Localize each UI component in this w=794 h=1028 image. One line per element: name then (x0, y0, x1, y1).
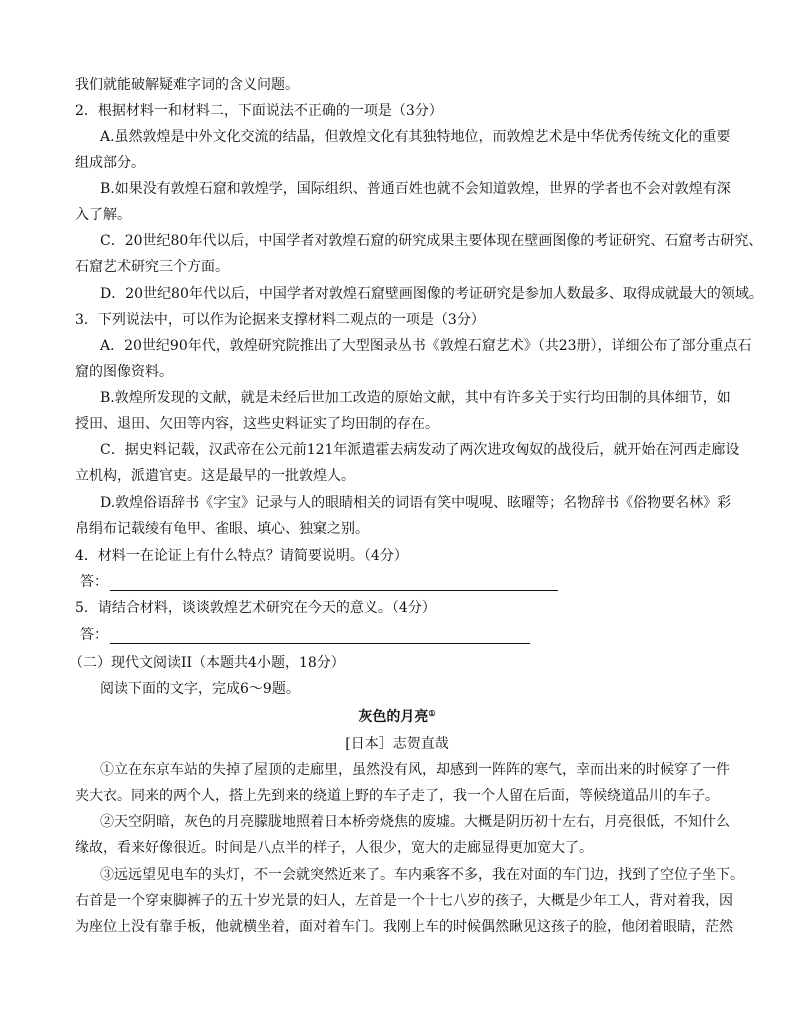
paragraph-3-cont: 为座位上没有靠手板，他就横坐着，面对着车门。我刚上车的时候偶然瞅见这孩子的脸，他闭着眼睛，茫然 (75, 919, 733, 935)
q3-option-b: B.敦煌所发现的文献，就是未经后世加工改造的原始文献，其中有许多关于实行均田制的具体细节，如 (100, 390, 731, 406)
q5-answer-line[interactable] (110, 631, 530, 644)
question-5-stem: 5．请结合材料，谈谈敦煌艺术研究在今天的意义。（4分） (75, 600, 436, 616)
answer-label: 答： (80, 627, 108, 643)
question-3-stem: 3．下列说法中，可以作为论据来支撑材料二观点的一项是（3分） (75, 312, 485, 328)
paragraph-1-cont: 夹大衣。同来的两个人，搭上先到来的绕道上野的车子走了，我一个人留在后面，等候绕道品川的车子。 (75, 788, 719, 804)
q3-option-a: A．20世纪90年代，敦煌研究院推出了大型图录丛书《敦煌石窟艺术》（共23册），详细公布了部分重点石 (100, 338, 752, 354)
paragraph-3-cont: 右首是一个穿束脚裤子的五十岁光景的妇人，左首是一个十七八岁的孩子，大概是少年工人，背对着我，因 (75, 893, 733, 909)
q2-option-c: C．20世纪80年代以后，中国学者对敦煌石窟的研究成果主要体现在壁画图像的考证研究、石窟考古研究、 (100, 233, 763, 249)
q3-option-c-cont: 立机构，派遣官吏。这是最早的一批敦煌人。 (75, 468, 355, 484)
article-title (0, 708, 794, 726)
article-author: [日本］志贺直哉 (345, 736, 449, 752)
article-title-text: 灰色的月亮 (358, 709, 429, 725)
q2-option-a-cont: 组成部分。 (75, 155, 145, 171)
paragraph-3: ③远远望见电车的头灯，不一会就突然近来了。车内乘客不多，我在对面的车门边，找到了空位子坐下。 (100, 867, 744, 883)
q3-option-a-cont: 窟的图像资料。 (75, 364, 173, 380)
paragraph-2-cont: 缘故，看来好像很近。时间是八点半的样子，人很少，宽大的走廊显得更加宽大了。 (75, 840, 593, 856)
q2-option-c-cont: 石窟艺术研究三个方面。 (75, 259, 229, 275)
q4-answer-row (75, 573, 738, 591)
q3-option-d: D.敦煌俗语辞书《字宝》记录与人的眼睛相关的词语有笑中哯哯、眩曜等；名物辞书《俗物要名林》彩 (100, 495, 732, 511)
q3-option-b-cont: 授田、退田、欠田等内容，这些史料证实了均田制的存在。 (75, 416, 439, 432)
paragraph-1: ①立在东京车站的失掉了屋顶的走廊里，虽然没有风，却感到一阵阵的寒气，幸而出来的时候穿了一件 (100, 762, 730, 778)
q2-option-b-cont: 入了解。 (75, 207, 131, 223)
q2-option-b: B.如果没有敦煌石窟和敦煌学，国际组织、普通百姓也就不会知道敦煌，世界的学者也不会对敦煌有深 (100, 181, 731, 197)
q5-answer-row (75, 626, 738, 644)
text-line: 我们就能破解疑难字词的含义问题。 (75, 77, 299, 93)
q2-option-d: D．20世纪80年代以后，中国学者对敦煌石窟壁画图像的考证研究是参加人数最多、取得成就最大的领域。 (100, 286, 763, 302)
q3-option-d-cont: 帛绢布记载绫有龟甲、雀眼、填心、独窠之别。 (75, 521, 369, 537)
section-heading: （二）现代文阅读II（本题共4小题，18分） (69, 655, 345, 671)
paragraph-2: ②天空阴暗，灰色的月亮朦胧地照着日本桥旁烧焦的废墟。大概是阴历初十左右，月亮很低，不知什么 (100, 814, 730, 830)
q4-answer-line[interactable] (110, 578, 558, 591)
q3-option-c: C．据史料记载，汉武帝在公元前121年派遣霍去病发动了两次进攻匈奴的战役后，就开始在河西走廊设 (100, 442, 740, 458)
title-footnote-marker: ① (428, 708, 436, 718)
answer-label: 答： (80, 574, 108, 590)
reading-instruction: 阅读下面的文字，完成6～9题。 (100, 681, 300, 697)
q2-option-a: A.虽然敦煌是中外文化交流的结晶，但敦煌文化有其独特地位，而敦煌艺术是中华优秀传统文化的重要 (100, 129, 731, 145)
question-4-stem: 4．材料一在论证上有什么特点？请简要说明。（4分） (75, 548, 408, 564)
question-2-stem: 2．根据材料一和材料二，下面说法不正确的一项是（3分） (75, 103, 443, 119)
